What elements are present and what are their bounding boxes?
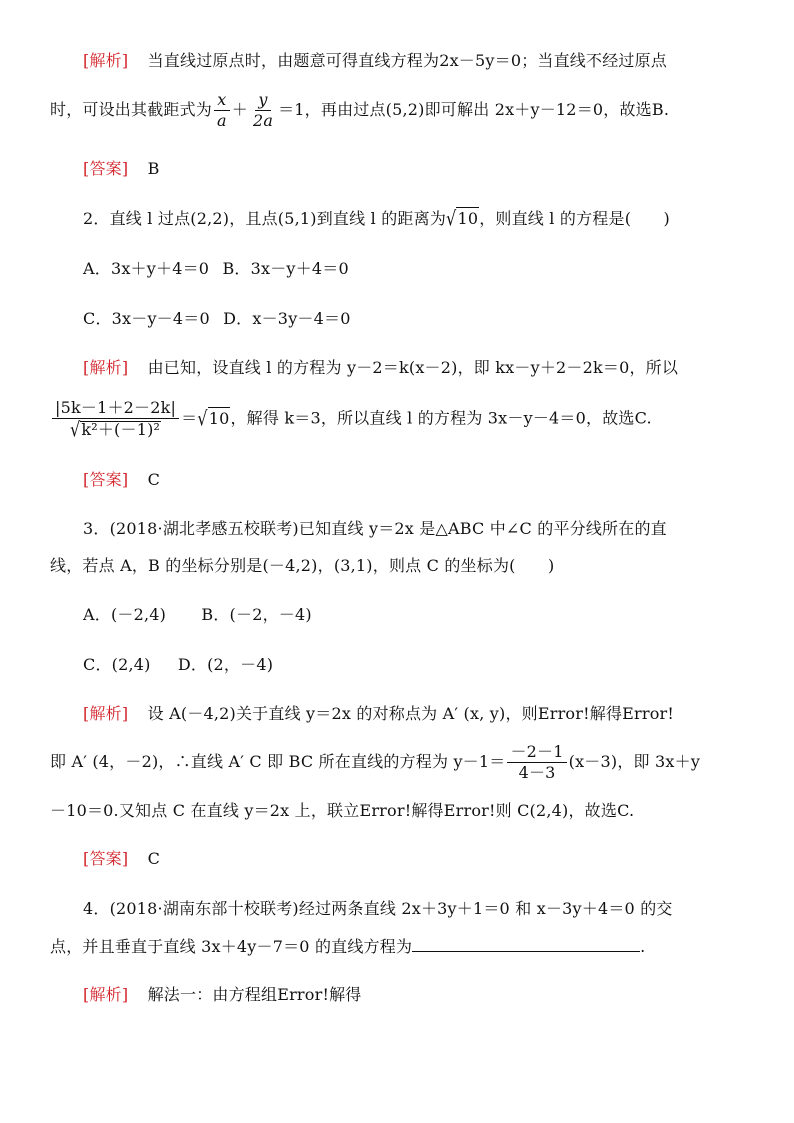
analysis-2-line-2 [50,398,750,442]
analysis-4-text: 解法一：由方程组Error!解得 [147,985,362,1004]
analysis-tag: [解析] [83,51,129,70]
analysis-3-text: 设 A(－4,2)关于直线 y＝2x 的对称点为 A′ (x, y)，则Error!解得Error! [147,704,675,723]
fraction-denominator: 4－3 [518,763,556,782]
fraction-x-over-a [214,92,230,129]
answer-tag: [答案] [83,159,129,178]
option-d: D．(2，－4) [177,655,274,674]
fraction-denominator: a [217,111,227,130]
equals-sign: ＝ [181,408,198,428]
analysis-1-text: ＝1，再由过点(5,2)即可解出 2x＋y－12＝0，故选B. [278,100,670,119]
radicand: 10 [208,408,230,428]
option-a: A．(－2,4) [83,605,167,624]
analysis-4-line-1 [83,984,753,1006]
radicand: k²＋(－1)² [81,420,161,439]
option-b: B．(－2，－4) [201,605,312,624]
radical-sign-icon: √ [197,406,208,430]
question-2-options-cd [83,308,753,330]
answer-3-line [83,848,753,870]
question-4-line-2 [50,935,750,958]
analysis-3-text: (x－3)，即 3x＋y [568,752,701,771]
analysis-1-text: 当直线过原点时，由题意可得直线方程为2x－5y＝0；当直线不经过原点 [147,51,667,70]
fraction-numerator: x [214,92,229,111]
question-2-stem [83,207,753,230]
fraction-denominator: 2a [252,111,274,130]
answer-1-line [83,158,753,180]
question-3-options-cd [83,654,753,676]
fraction-numerator: y [255,92,270,111]
question-3-options-ab [83,604,753,626]
analysis-tag: [解析] [83,985,129,1004]
analysis-1-line-2 [50,92,750,129]
answer-blank[interactable] [412,935,640,952]
distance-fraction [52,398,179,442]
sqrt-denominator [69,417,161,442]
radicand: 10 [457,209,479,228]
question-2-text: 2．直线 l 过点(2,2)，且点(5,1)到直线 l 的距离为 [83,209,447,228]
slope-fraction [507,744,566,781]
fraction-numerator: |5k－1＋2－2k| [52,400,179,419]
question-4-text: 点，并且垂直于直线 3x＋4y－7＝0 的直线方程为 [50,937,413,956]
answer-3-value: C [147,849,161,868]
radical-sign-icon: √ [69,417,81,442]
fraction-denominator [67,417,164,442]
question-3-line-2: 线，若点 A，B 的坐标分别是(－4,2)，(3,1)，则点 C 的坐标为( ) [50,556,555,575]
question-4-period: . [640,937,646,956]
option-b: B．3x－y＋4＝0 [222,259,349,278]
analysis-tag: [解析] [83,704,129,723]
analysis-1-line-1 [83,50,753,72]
option-d: D．x－3y－4＝0 [223,309,351,328]
answer-tag: [答案] [83,849,129,868]
answer-2-value: C [147,470,161,489]
analysis-3-text: 即 A′ (4，－2)，∴直线 A′ C 即 BC 所在直线的方程为 y－1＝ [50,752,506,771]
sqrt-10 [446,207,479,230]
analysis-1-text: 时，可设出其截距式为 [50,100,213,119]
answer-1-value: B [147,159,160,178]
fraction-y-over-2a [250,92,276,129]
question-3-line-1: 3．(2018·湖北孝感五校联考)已知直线 y＝2x 是△ABC 中∠C 的平分线所在的直 [83,519,667,538]
analysis-3-line-3: －10＝0.又知点 C 在直线 y＝2x 上，联立Error!解得Error!则 C(2,4)，故选C. [50,801,635,820]
fraction-numerator: －2－1 [507,744,566,763]
question-4-line-1: 4．(2018·湖南东部十校联考)经过两条直线 2x＋3y＋1＝0 和 x－3y＋4＝0 的交 [83,899,673,918]
question-2-text: ，则直线 l 的方程是( ) [479,209,670,228]
plus-sign: ＋ [231,100,248,119]
answer-2-line [83,469,753,491]
option-a: A．3x＋y＋4＝0 [83,259,210,278]
radical-sign-icon: √ [446,206,457,231]
analysis-2-text: 由已知，设直线 l 的方程为 y－2＝k(x－2)，即 kx－y＋2－2k＝0，所以 [147,358,679,377]
analysis-2-text: ，解得 k＝3，所以直线 l 的方程为 3x－y－4＝0，故选C. [230,408,652,428]
sqrt-10 [197,407,230,430]
option-c: C．3x－y－4＝0 [83,309,210,328]
analysis-2-line-1 [83,357,753,379]
answer-tag: [答案] [83,470,129,489]
analysis-tag: [解析] [83,358,129,377]
question-2-options-ab [83,258,753,280]
option-c: C．(2,4) [83,655,151,674]
analysis-3-line-2 [50,744,750,781]
analysis-3-line-1 [83,703,753,725]
